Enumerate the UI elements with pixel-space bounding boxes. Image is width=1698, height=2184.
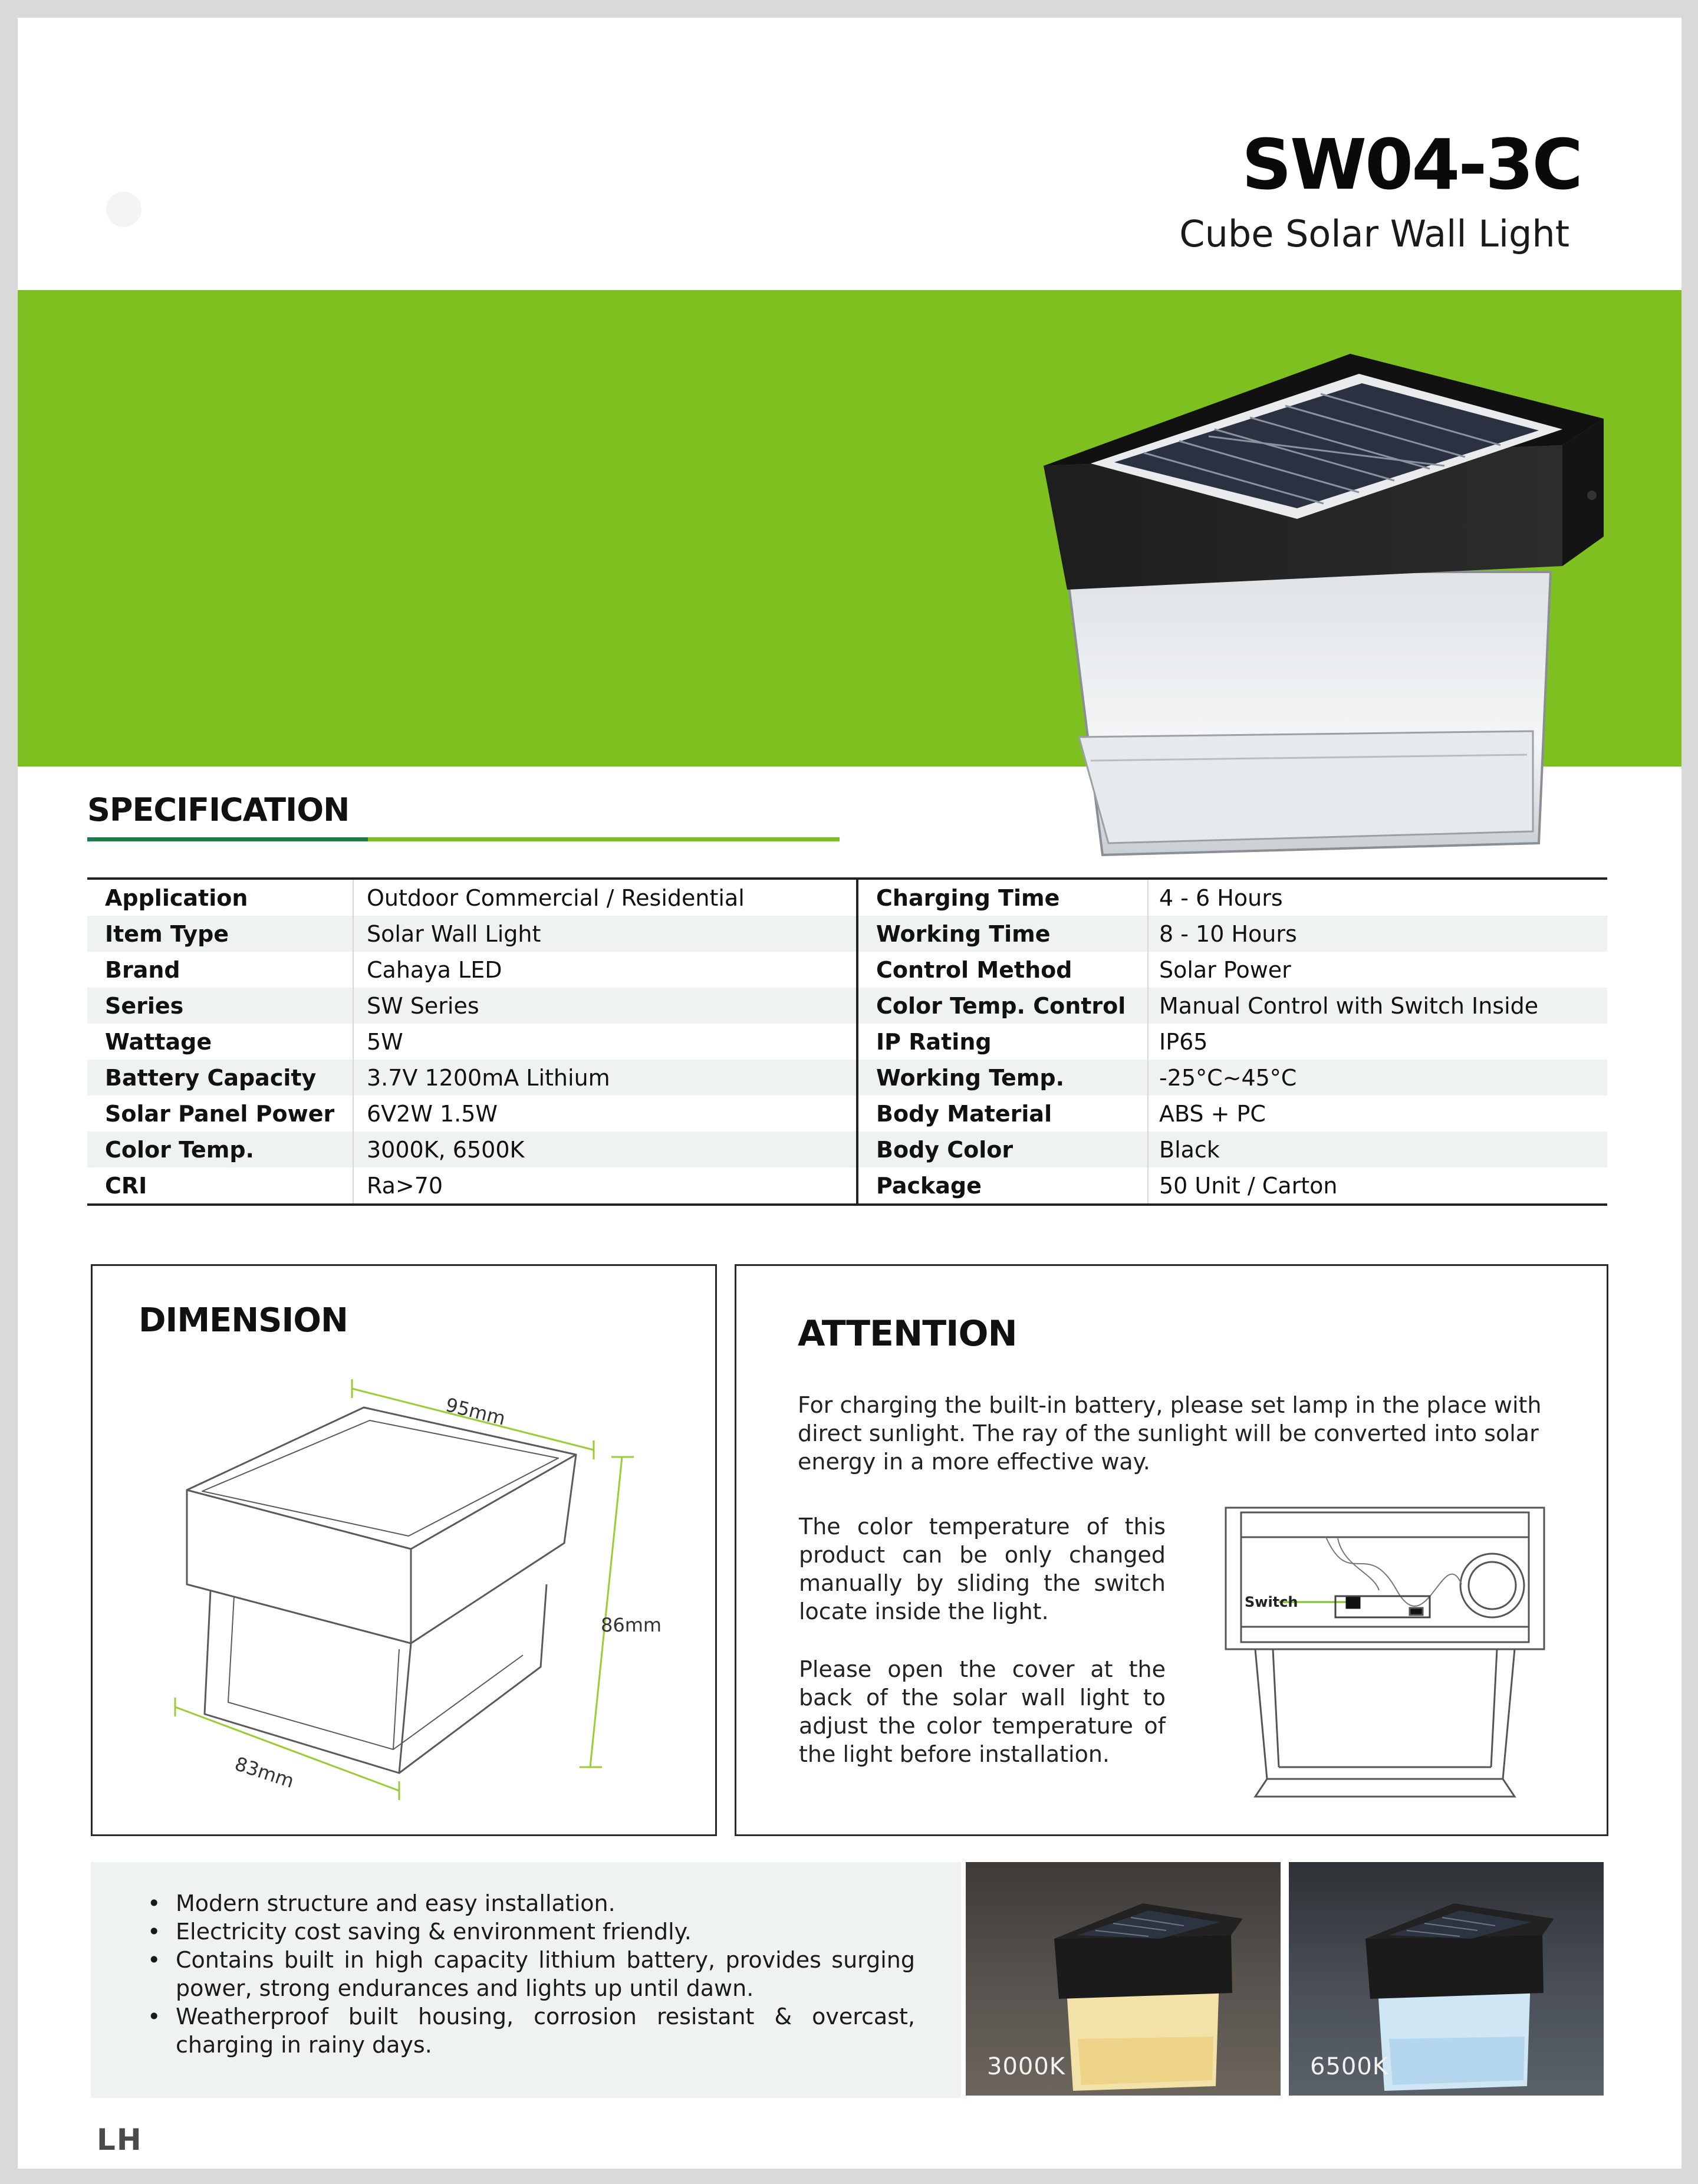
product-subtitle: Cube Solar Wall Light <box>1179 212 1569 255</box>
spec-label: Item Type <box>87 916 354 952</box>
photo-6500k <box>1289 1862 1604 2096</box>
spec-row <box>87 952 1607 988</box>
spec-row <box>87 988 1607 1024</box>
spec-label: CRI <box>87 1167 354 1203</box>
spec-label: Charging Time <box>858 880 1149 916</box>
spec-row <box>87 1024 1607 1060</box>
spec-value: SW Series <box>354 988 858 1024</box>
spec-row <box>87 880 1607 916</box>
spec-label: IP Rating <box>858 1024 1149 1060</box>
spec-value: 3000K, 6500K <box>354 1132 858 1167</box>
footer-mark: LH <box>97 2123 143 2157</box>
attention-paragraph: For charging the built-in battery, please set lamp in the place with direct sunlight. The ray of the sunlight will be converted into solar energy in a more effective way. <box>798 1392 1542 1475</box>
spec-value: Manual Control with Switch Inside <box>1159 992 1539 1019</box>
width-label: 95mm <box>443 1393 508 1430</box>
spec-value: ABS + PC <box>1159 1100 1266 1127</box>
attention-paragraph: Please open the cover at the back of the solar wall light to adjust the color temperature of the light before installation. <box>799 1656 1166 1767</box>
spec-value: Solar Wall Light <box>354 916 858 952</box>
spec-value: 3.7V 1200mA Lithium <box>354 1060 858 1096</box>
spec-label: Working Temp. <box>858 1060 1149 1096</box>
spec-label: Control Method <box>858 952 1149 988</box>
attention-panel <box>735 1264 1608 1836</box>
product-image <box>1020 324 1621 867</box>
photo-label: 6500K <box>1310 2053 1389 2080</box>
spec-label: Battery Capacity <box>87 1060 354 1096</box>
features-list <box>125 1889 915 2059</box>
spec-value: Outdoor Commercial / Residential <box>354 880 858 916</box>
spec-row <box>87 1096 1607 1132</box>
spec-label: Brand <box>87 952 354 988</box>
spec-value: Ra>70 <box>354 1167 858 1203</box>
photo-label: 3000K <box>987 2053 1066 2080</box>
dimension-drawing <box>93 1266 715 1834</box>
feature-item: • Contains built in high capacity lithium battery, provides surging power, strong endurances and lights up until dawn. <box>125 1946 915 2002</box>
spec-label: Body Material <box>858 1096 1149 1132</box>
switch-label: Switch <box>1245 1594 1298 1610</box>
specification-table <box>87 877 1607 1206</box>
feature-item: • Electricity cost saving & environment friendly. <box>125 1917 915 1946</box>
feature-item: • Weatherproof built housing, corrosion resistant & overcast, charging in rainy days. <box>125 2002 915 2059</box>
feature-item: • Modern structure and easy installation. <box>125 1889 915 1917</box>
spec-value: Cahaya LED <box>354 952 858 988</box>
dimension-title: DIMENSION <box>139 1301 348 1340</box>
spec-label: Solar Panel Power <box>87 1096 354 1132</box>
photo-3000k <box>966 1862 1281 2096</box>
spec-value: 8 - 10 Hours <box>1159 920 1297 947</box>
spec-row <box>87 1060 1607 1096</box>
dimension-panel <box>91 1264 717 1836</box>
spec-value: IP65 <box>1159 1028 1208 1055</box>
spec-value: 5W <box>354 1024 858 1060</box>
spec-label: Color Temp. <box>87 1132 354 1167</box>
spec-label: Series <box>87 988 354 1024</box>
spec-label: Working Time <box>858 916 1149 952</box>
spec-label: Wattage <box>87 1024 354 1060</box>
height-label: 86mm <box>601 1614 662 1636</box>
spec-value: Solar Power <box>1159 956 1291 983</box>
specification-title: SPECIFICATION <box>87 791 350 828</box>
spec-row <box>87 1167 1607 1203</box>
spec-label: Package <box>858 1167 1149 1203</box>
spec-value: Black <box>1159 1136 1220 1163</box>
depth-label: 83mm <box>232 1752 297 1792</box>
attention-paragraph: The color temperature of this product can be only changed manually by sliding the switch locate inside the light. <box>799 1514 1166 1624</box>
spec-row <box>87 916 1607 952</box>
features-panel <box>91 1862 961 2098</box>
datasheet-page <box>18 18 1681 2169</box>
specification-underline <box>87 837 840 841</box>
logo-placeholder <box>106 192 142 227</box>
spec-label: Application <box>87 880 354 916</box>
spec-value: 4 - 6 Hours <box>1159 884 1283 911</box>
spec-value: 6V2W 1.5W <box>354 1096 858 1132</box>
spec-label: Color Temp. Control <box>858 988 1149 1024</box>
spec-value: -25°C~45°C <box>1159 1064 1297 1091</box>
spec-value: 50 Unit / Carton <box>1159 1172 1338 1199</box>
switch-diagram <box>1220 1502 1550 1808</box>
attention-title: ATTENTION <box>798 1313 1017 1354</box>
spec-row <box>87 1132 1607 1167</box>
spec-label: Body Color <box>858 1132 1149 1167</box>
model-number: SW04-3C <box>1241 124 1581 205</box>
